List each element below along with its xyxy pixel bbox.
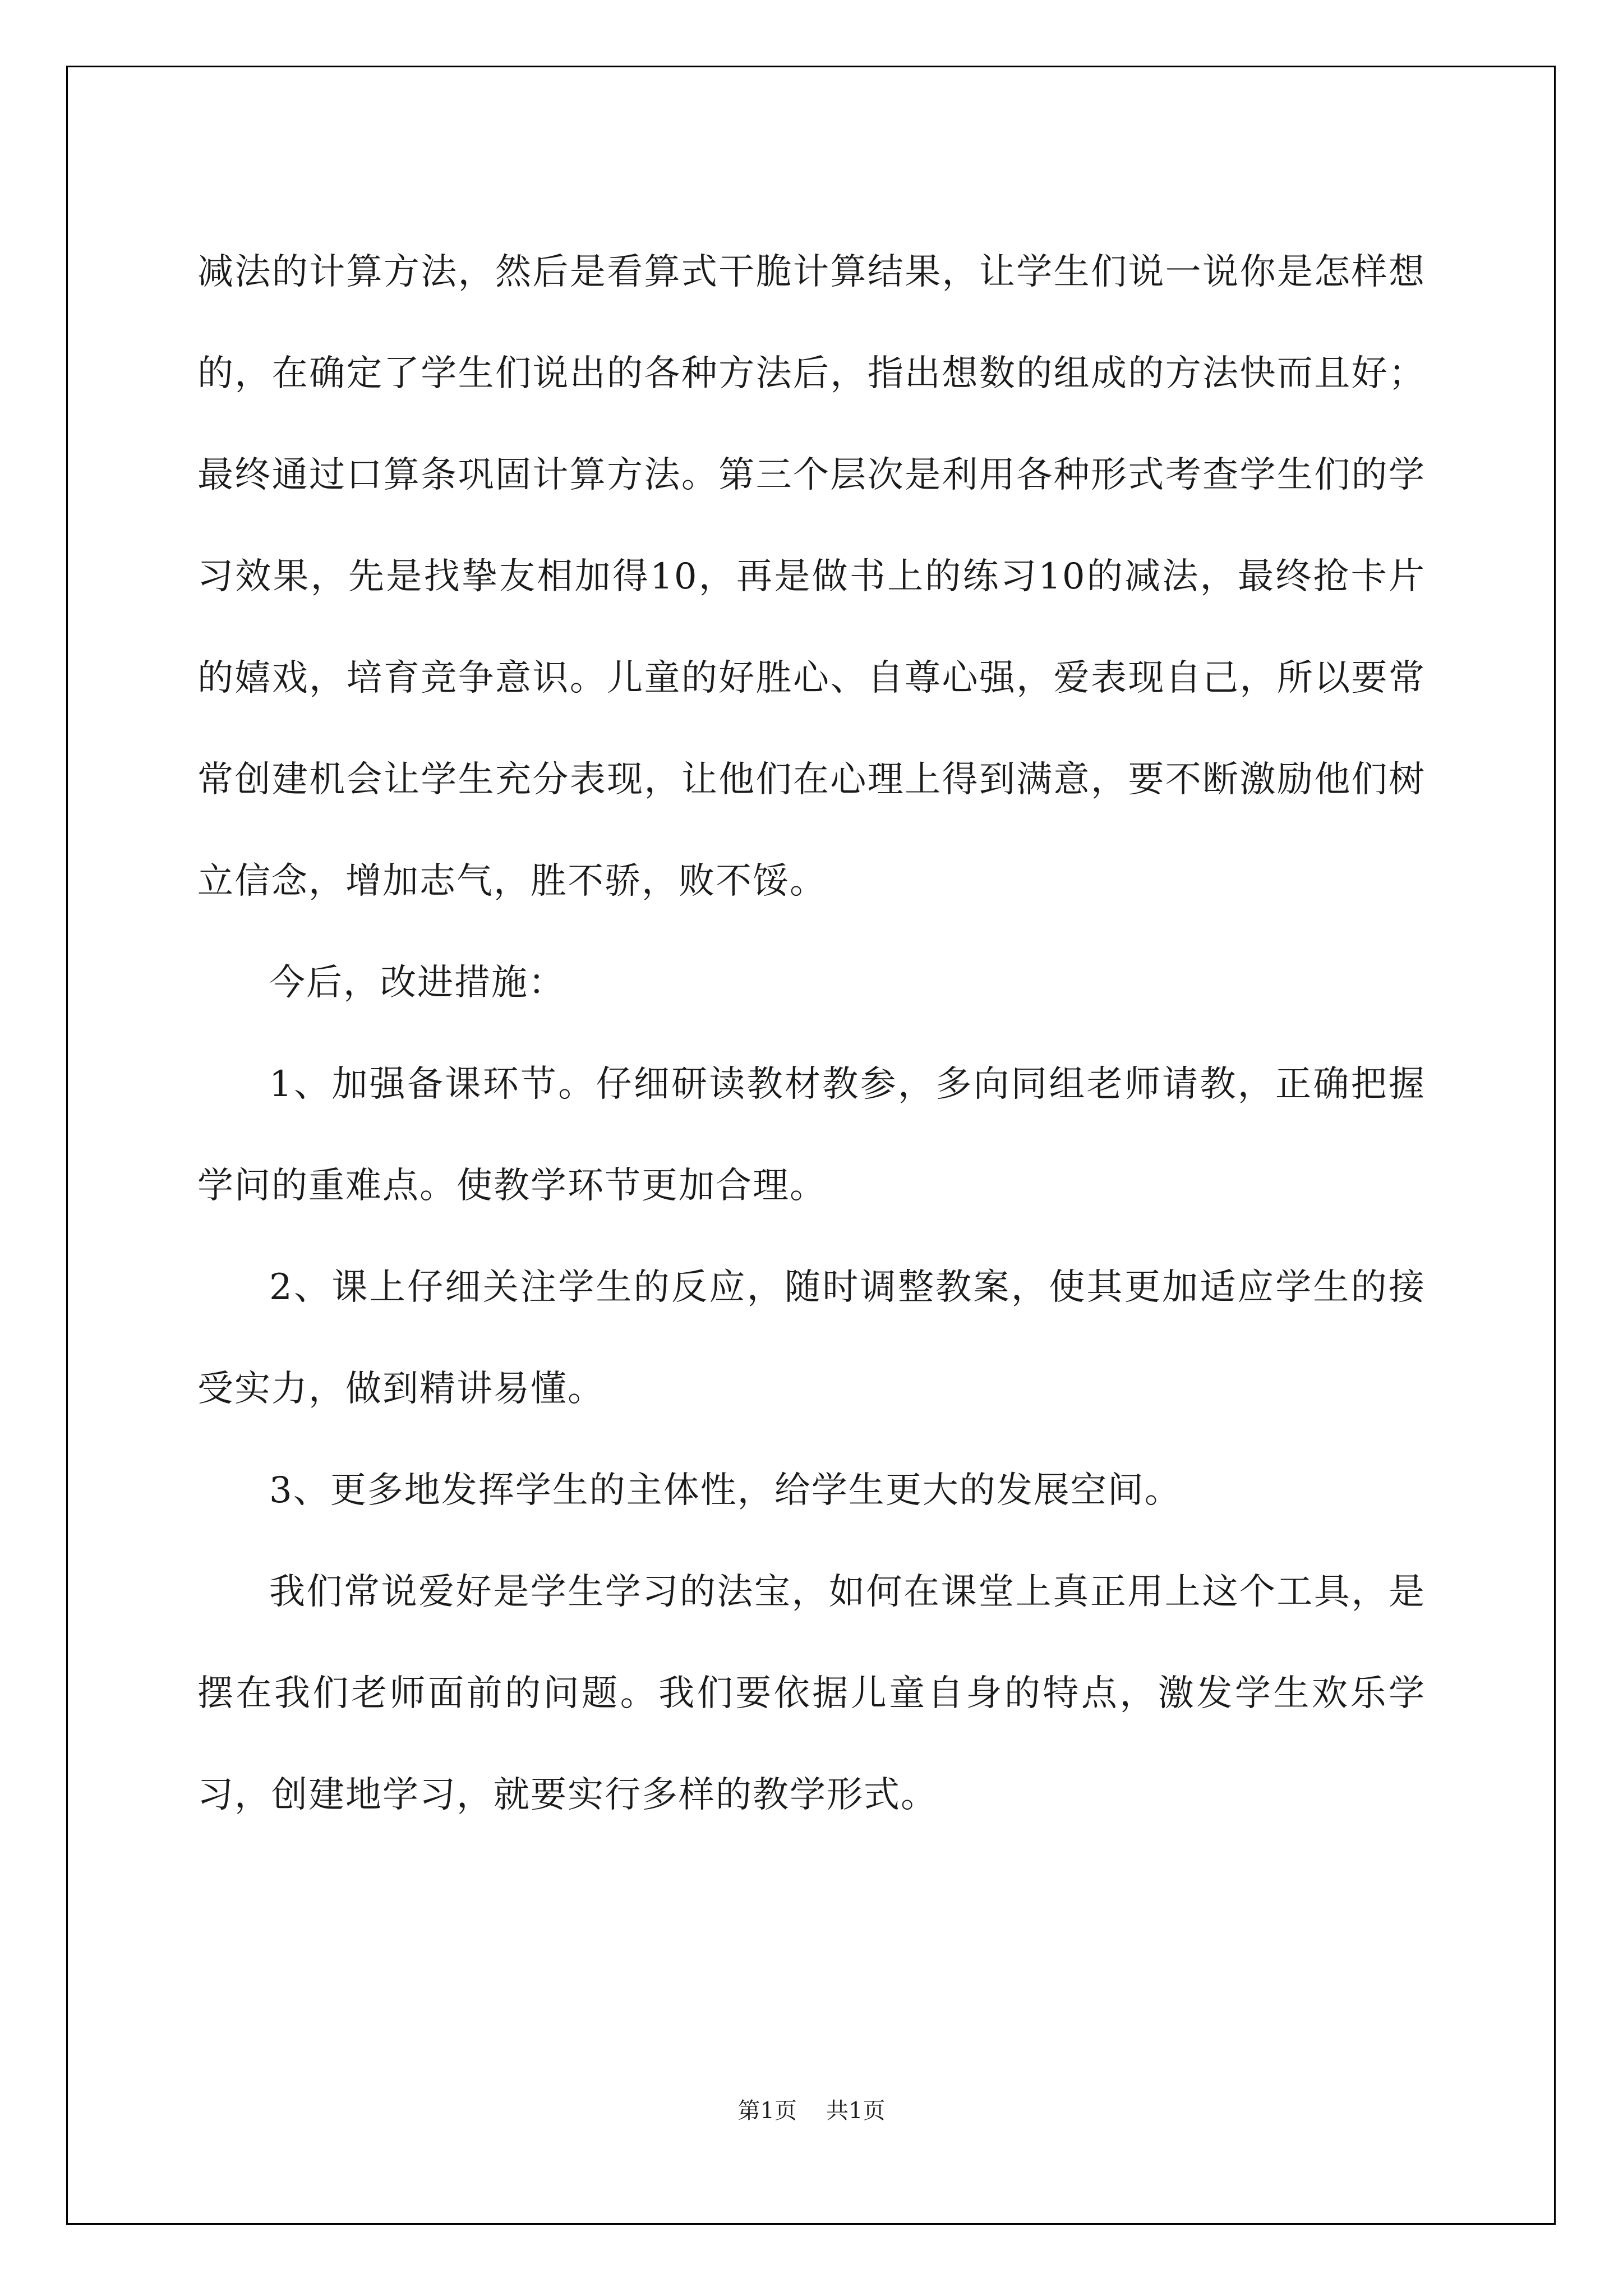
page-number-current: 第1页 xyxy=(737,2098,797,2124)
paragraph: 今后，改进措施： xyxy=(269,962,565,1004)
paragraph: 我们常说爱好是学生学习的法宝，如何在课堂上真正用上这个工具，是摆在我们老师面前的问题。我们要依据儿童自身的特点，激发学生欢乐学习，创建地学习，就要实行多样的教学形式。 xyxy=(197,1571,1426,1816)
paragraph: 减法的计算方法，然后是看算式干脆计算结果，让学生们说一说你是怎样想的，在确定了学生们说出的各种方法后，指出想数的组成的方法快而且好；最终通过口算条巩固计算方法。第三个层次是利用各种形式考查学生们的学习效果，先是找挚友相加得10，再是做书上的练习10的减法，最终抢卡片的嬉戏，培育竞争意识。儿童的好胜心、自尊心强，爱表现自己，所以要常常创建机会让学生充分表现，让他们在心理上得到满意，要不断激励他们树立信念，增加志气，胜不骄，败不馁。 xyxy=(197,251,1426,902)
page-number-total: 共1页 xyxy=(826,2098,886,2124)
paragraph: 2、课上仔细关注学生的反应，随时调整教案，使其更加适应学生的接受实力，做到精讲易懂。 xyxy=(197,1267,1426,1410)
paragraph: 3、更多地发挥学生的主体性，给学生更大的发展空间。 xyxy=(269,1470,1182,1511)
document-body xyxy=(197,222,1426,1846)
paragraph: 1、加强备课环节。仔细研读教材教参，多向同组老师请教，正确把握学问的重难点。使教学环节更加合理。 xyxy=(197,1064,1426,1207)
page-footer xyxy=(0,2093,1623,2125)
